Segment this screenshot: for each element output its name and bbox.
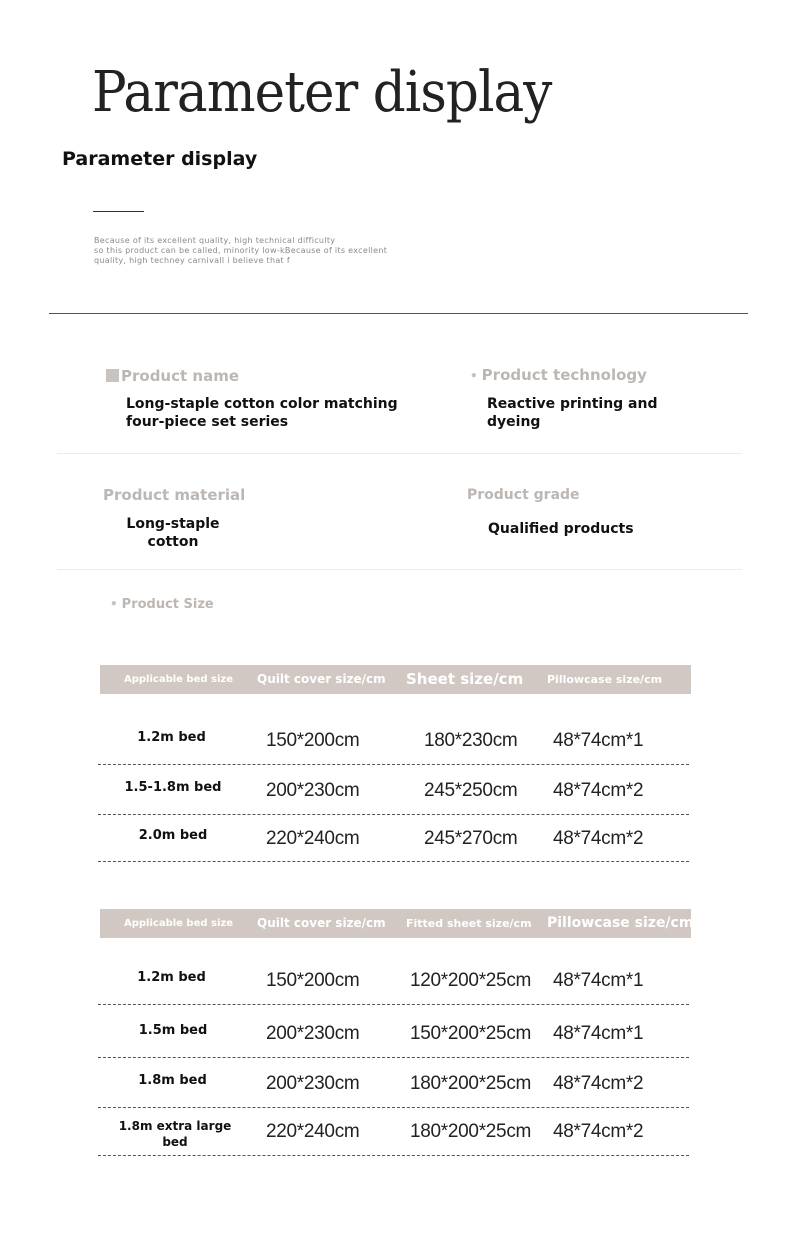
product-grade-label: Product grade xyxy=(467,487,580,503)
product-technology-label: • Product technology xyxy=(470,366,647,384)
table2-header xyxy=(100,909,694,938)
page-title: Parameter display xyxy=(62,148,258,170)
table2-row3-bed: 1.8m bed xyxy=(138,1073,207,1088)
table2-row-divider xyxy=(98,1107,689,1108)
table2-row3-sheet: 180*200*25cm xyxy=(410,1073,532,1094)
table1-row-divider xyxy=(98,861,689,862)
table1-row1-sheet: 180*230cm xyxy=(424,730,518,751)
product-technology-value: Reactive printing and dyeing xyxy=(487,396,658,430)
product-name-label: Product name xyxy=(106,367,239,385)
product-material-label: Product material xyxy=(103,486,246,504)
table2-row2-sheet: 150*200*25cm xyxy=(410,1023,532,1044)
decorative-title: Parameter display xyxy=(92,60,552,125)
table1-row2-pillow: 48*74cm*2 xyxy=(553,780,644,801)
product-grade-value: Qualified products xyxy=(488,521,634,537)
title-underline xyxy=(93,211,144,212)
table1-row3-bed: 2.0m bed xyxy=(138,828,208,843)
table2-row3-quilt: 200*230cm xyxy=(266,1073,360,1094)
table1-header xyxy=(100,665,691,694)
table2-row4-bed: 1.8m extra large bed xyxy=(118,1119,232,1149)
description-text: Because of its excellent quality, high technical difficulty so this product can be called, minority low-kBecause of its excellent quality, high techney carnivall i believe that f xyxy=(94,236,388,265)
table2-row2-quilt: 200*230cm xyxy=(266,1023,360,1044)
table1-row-divider xyxy=(98,814,689,815)
product-name-value: Long-staple cotton color matching four-piece set series xyxy=(126,396,398,430)
table2-row1-bed: 1.2m bed xyxy=(137,970,206,985)
product-material-value: Long-staple cotton xyxy=(126,516,220,550)
table2-header-sheet: Fitted sheet size/cm xyxy=(406,917,532,930)
table2-row-divider xyxy=(98,1004,689,1005)
table2-row1-quilt: 150*200cm xyxy=(266,970,360,991)
param-divider xyxy=(57,569,742,570)
table1-row2-bed: 1.5-1.8m bed xyxy=(124,780,222,795)
table1-row1-pillow: 48*74cm*1 xyxy=(553,730,644,751)
dot-bullet-icon: • xyxy=(110,597,118,611)
table2-row4-sheet: 180*200*25cm xyxy=(410,1121,532,1142)
table1-row1-quilt: 150*200cm xyxy=(266,730,360,751)
table2-header-bed: Applicable bed size xyxy=(124,918,233,929)
table2-row2-pillow: 48*74cm*1 xyxy=(553,1023,644,1044)
table1-row3-quilt: 220*240cm xyxy=(266,828,360,849)
square-bullet-icon xyxy=(106,369,119,382)
table2-header-pillow: Pillowcase size/cm xyxy=(547,915,694,931)
table2-row-divider xyxy=(98,1057,689,1058)
table1-row2-sheet: 245*250cm xyxy=(424,780,518,801)
product-size-label: • Product Size xyxy=(110,597,214,612)
table2-row1-sheet: 120*200*25cm xyxy=(410,970,532,991)
table1-row1-bed: 1.2m bed xyxy=(137,730,206,745)
table1-header-quilt: Quilt cover size/cm xyxy=(257,672,386,686)
table1-row3-sheet: 245*270cm xyxy=(424,828,518,849)
table2-row4-pillow: 48*74cm*2 xyxy=(553,1121,644,1142)
param-divider xyxy=(57,453,742,454)
dot-bullet-icon: • xyxy=(470,369,478,383)
table1-header-pillow: Pillowcase size/cm xyxy=(547,673,663,686)
table2-row1-pillow: 48*74cm*1 xyxy=(553,970,644,991)
table1-header-sheet: Sheet size/cm xyxy=(406,670,524,688)
table2-row4-quilt: 220*240cm xyxy=(266,1121,360,1142)
table1-row-divider xyxy=(98,764,689,765)
section-divider xyxy=(49,313,748,314)
table1-header-bed: Applicable bed size xyxy=(124,674,233,685)
table2-row2-bed: 1.5m bed xyxy=(138,1023,208,1038)
table2-row3-pillow: 48*74cm*2 xyxy=(553,1073,644,1094)
table1-row2-quilt: 200*230cm xyxy=(266,780,360,801)
table2-row-divider xyxy=(98,1155,689,1156)
table1-row3-pillow: 48*74cm*2 xyxy=(553,828,644,849)
table2-header-quilt: Quilt cover size/cm xyxy=(257,916,386,930)
